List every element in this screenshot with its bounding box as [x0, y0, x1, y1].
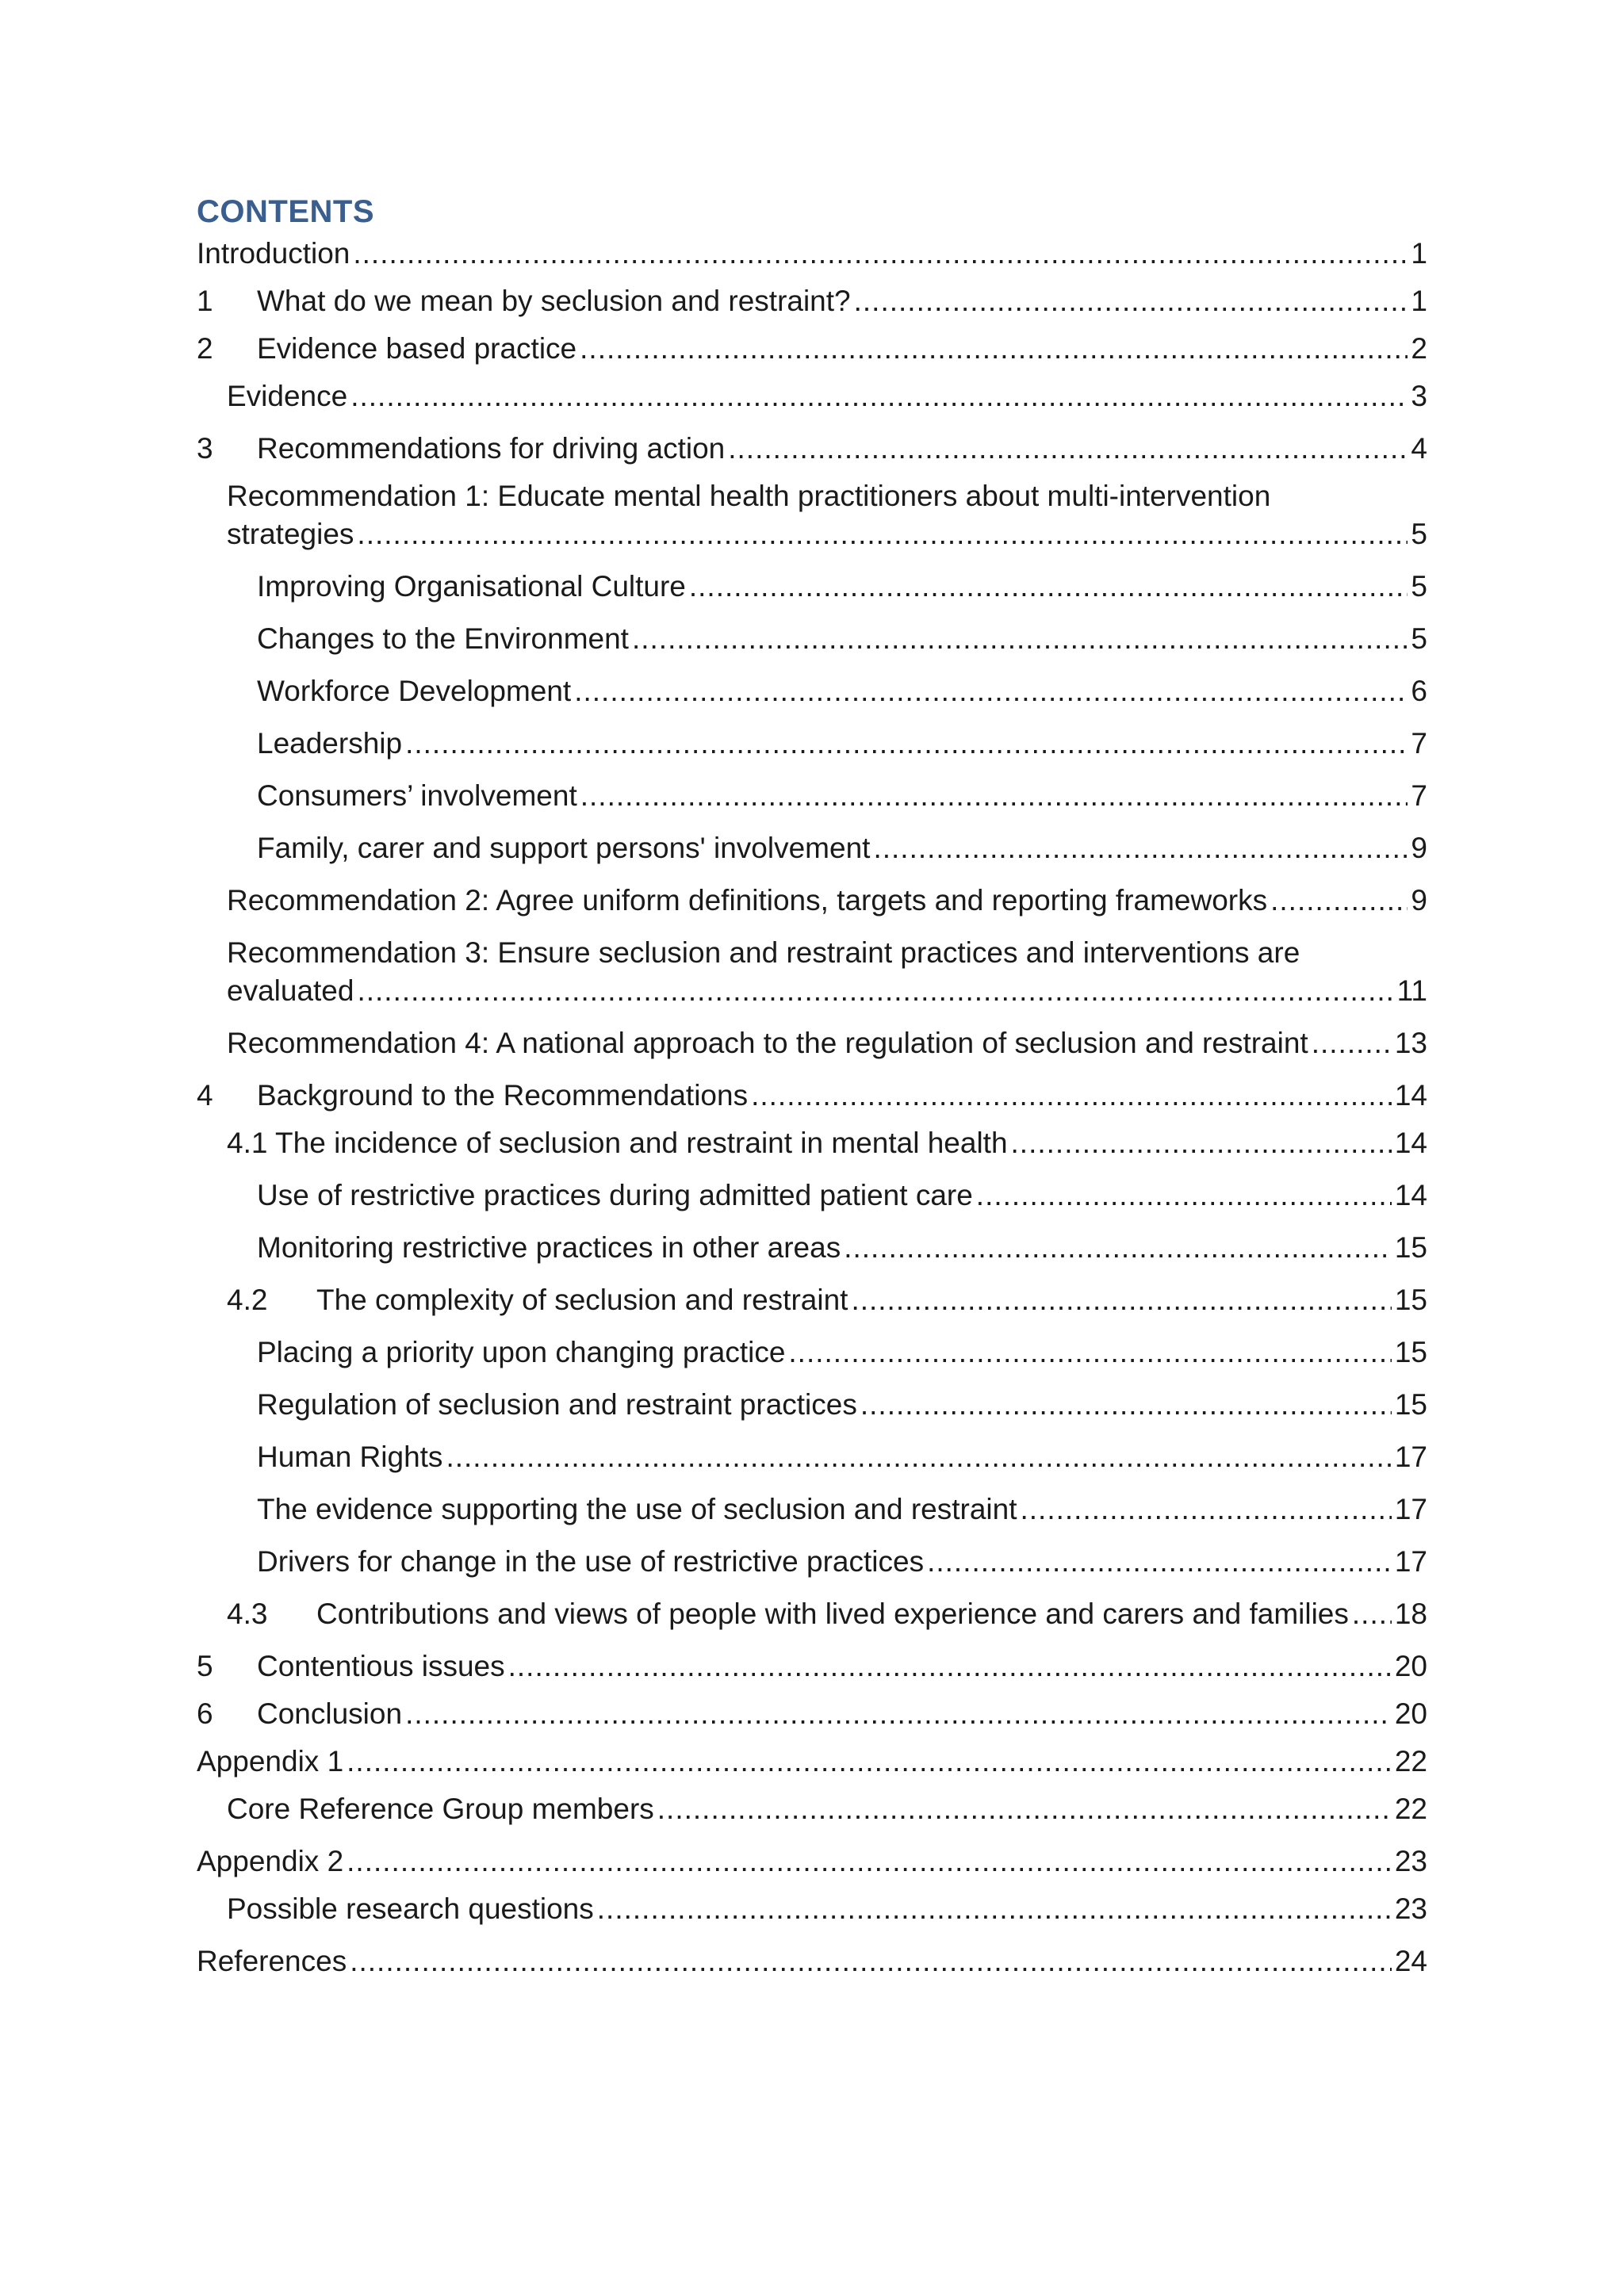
toc-entry-page: 15 [1394, 1284, 1427, 1316]
dot-leader [1270, 882, 1408, 920]
toc-entry-section-6[interactable] [197, 1695, 1427, 1733]
toc-entry-consumers-involvement[interactable] [197, 777, 1427, 815]
dot-leader [1312, 1024, 1392, 1062]
toc-entry-page: 18 [1394, 1598, 1427, 1630]
table-of-contents [197, 190, 1427, 1980]
dot-leader [689, 568, 1408, 606]
toc-entry-page: 15 [1394, 1388, 1427, 1421]
toc-entry-page: 6 [1411, 675, 1427, 707]
toc-entry-label: Drivers for change in the use of restrictive practices [257, 1545, 925, 1578]
toc-entry-page: 15 [1394, 1231, 1427, 1264]
toc-entry-label: Evidence [227, 380, 348, 412]
toc-entry-section-3[interactable] [197, 430, 1427, 468]
toc-entry-introduction[interactable] [197, 235, 1427, 273]
toc-entry-number: 4.2 [227, 1284, 268, 1316]
toc-entry-evidence[interactable] [197, 377, 1427, 415]
toc-entry-drivers-for-change[interactable] [197, 1543, 1427, 1581]
toc-entry-number: 6 [197, 1697, 213, 1730]
toc-entry-changing-practice[interactable] [197, 1334, 1427, 1372]
toc-entry-page: 7 [1411, 779, 1427, 812]
dot-leader [405, 1695, 1392, 1733]
toc-entry-section-4-1[interactable] [197, 1124, 1427, 1162]
toc-entry-page: 5 [1411, 570, 1427, 603]
toc-entry-page: 14 [1394, 1127, 1427, 1159]
toc-entry-label: Appendix 2 [197, 1845, 344, 1877]
toc-entry-number: 5 [197, 1650, 213, 1682]
toc-entry-page: 5 [1411, 622, 1427, 655]
dot-leader [844, 1229, 1392, 1267]
toc-entry-label: Recommendation 4: A national approach to the regulation of seclusion and restraint [227, 1027, 1308, 1059]
toc-entry-section-4[interactable] [197, 1077, 1427, 1115]
dot-leader [851, 1281, 1391, 1319]
toc-entry-label: strategies [227, 518, 354, 550]
toc-entry-label: Conclusion [257, 1697, 403, 1730]
toc-entry-label: Monitoring restrictive practices in other areas [257, 1231, 841, 1264]
toc-entry-admitted-patient-care[interactable] [197, 1177, 1427, 1215]
dot-leader [873, 829, 1408, 867]
toc-entry-number: 2 [197, 332, 213, 365]
toc-entry-page: 1 [1411, 285, 1427, 317]
dot-leader [1020, 1490, 1391, 1529]
dot-leader [1352, 1595, 1392, 1633]
dot-leader [580, 330, 1408, 368]
dot-leader [347, 1743, 1392, 1781]
toc-entry-research-questions[interactable] [197, 1890, 1427, 1928]
dot-leader [860, 1386, 1392, 1424]
dot-leader [788, 1334, 1391, 1372]
dot-leader [353, 235, 1408, 273]
toc-entry-label: Recommendation 2: Agree uniform definitions, targets and reporting frameworks [227, 884, 1268, 916]
toc-entry-label: The evidence supporting the use of seclusion and restraint [257, 1493, 1017, 1525]
toc-entry-page: 15 [1394, 1336, 1427, 1368]
dot-leader [751, 1077, 1392, 1115]
dot-leader [580, 777, 1408, 815]
toc-entry-label: Evidence based practice [257, 332, 577, 365]
toc-entry-label: Contributions and views of people with lived experience and carers and families [316, 1598, 1349, 1630]
toc-entry-page: 23 [1394, 1845, 1427, 1877]
toc-entry-label: Contentious issues [257, 1650, 505, 1682]
dot-leader [632, 620, 1408, 658]
toc-entry-recommendation-3[interactable] [197, 934, 1427, 1010]
dot-leader [350, 377, 1408, 415]
toc-entry-section-4-2[interactable] [197, 1281, 1427, 1319]
toc-entry-page: 23 [1394, 1892, 1427, 1925]
toc-entry-core-reference-group[interactable] [197, 1790, 1427, 1828]
toc-entry-page: 22 [1394, 1793, 1427, 1825]
toc-entry-label: evaluated [227, 974, 354, 1007]
toc-entry-label: Workforce Development [257, 675, 572, 707]
dot-leader [574, 672, 1408, 710]
toc-entry-recommendation-4[interactable] [197, 1024, 1427, 1062]
toc-entry-label: Use of restrictive practices during admitted patient care [257, 1179, 973, 1211]
dot-leader [347, 1843, 1392, 1881]
toc-entry-recommendation-2[interactable] [197, 882, 1427, 920]
toc-entry-label: What do we mean by seclusion and restraint? [257, 285, 851, 317]
toc-entry-page: 22 [1394, 1745, 1427, 1777]
toc-entry-page: 13 [1394, 1027, 1427, 1059]
dot-leader [597, 1890, 1392, 1928]
toc-entry-page: 7 [1411, 727, 1427, 760]
toc-entry-label: Background to the Recommendations [257, 1079, 749, 1112]
toc-entry-label: Leadership [257, 727, 403, 760]
toc-entry-section-5[interactable] [197, 1647, 1427, 1686]
toc-entry-label: Human Rights [257, 1441, 443, 1473]
toc-entry-page: 5 [1411, 518, 1427, 550]
dot-leader [854, 282, 1408, 320]
toc-entry-page: 1 [1411, 237, 1427, 270]
toc-entry-label-line1: Recommendation 1: Educate mental health practitioners about multi-intervention [227, 480, 1271, 512]
toc-entry-appendix-1[interactable] [197, 1743, 1427, 1781]
toc-entry-label: Family, carer and support persons' involvement [257, 832, 871, 864]
toc-entry-appendix-2[interactable] [197, 1843, 1427, 1881]
toc-entry-page: 20 [1394, 1697, 1427, 1730]
toc-entry-label: Core Reference Group members [227, 1793, 654, 1825]
dot-leader [350, 1942, 1392, 1980]
toc-entry-page: 20 [1394, 1650, 1427, 1682]
toc-entry-page: 14 [1394, 1179, 1427, 1211]
toc-entry-label: Possible research questions [227, 1892, 594, 1925]
toc-entry-section-1[interactable] [197, 282, 1427, 320]
toc-entry-label: References [197, 1945, 347, 1977]
toc-entry-label: The complexity of seclusion and restraint [316, 1284, 848, 1316]
toc-entry-page: 11 [1396, 974, 1427, 1007]
toc-entry-leadership[interactable] [197, 725, 1427, 763]
toc-entry-number: 1 [197, 285, 213, 317]
toc-entry-label: Improving Organisational Culture [257, 570, 686, 603]
toc-entry-section-4-3[interactable] [197, 1595, 1427, 1633]
dot-leader [927, 1543, 1392, 1581]
toc-entry-label-line1: Recommendation 3: Ensure seclusion and restraint practices and interventions are [227, 936, 1300, 969]
toc-entry-page: 9 [1411, 832, 1427, 864]
toc-entry-regulation[interactable] [197, 1386, 1427, 1424]
dot-leader [446, 1438, 1391, 1476]
toc-entry-label: Introduction [197, 237, 350, 270]
toc-entry-page: 14 [1394, 1079, 1427, 1112]
toc-entry-page: 17 [1394, 1441, 1427, 1473]
dot-leader [657, 1790, 1392, 1828]
toc-entry-label: Changes to the Environment [257, 622, 629, 655]
toc-entry-page: 9 [1411, 884, 1427, 916]
toc-entry-label: Regulation of seclusion and restraint practices [257, 1388, 857, 1421]
toc-entry-environment[interactable] [197, 620, 1427, 658]
dot-leader [728, 430, 1408, 468]
dot-leader [508, 1647, 1392, 1686]
toc-entry-page: 17 [1394, 1493, 1427, 1525]
dot-leader [357, 972, 1393, 1010]
toc-entry-workforce-development[interactable] [197, 672, 1427, 710]
toc-entry-recommendation-1[interactable] [197, 477, 1427, 553]
toc-entry-label: Recommendations for driving action [257, 432, 726, 465]
toc-entry-evidence-supporting[interactable] [197, 1490, 1427, 1529]
dot-leader [405, 725, 1408, 763]
toc-entry-references[interactable] [197, 1942, 1427, 1980]
toc-entry-number: 4 [197, 1079, 213, 1112]
dot-leader [357, 515, 1408, 553]
toc-entry-label: 4.1 The incidence of seclusion and restraint in mental health [227, 1127, 1008, 1159]
toc-entry-page: 24 [1394, 1945, 1427, 1977]
contents-heading: CONTENTS [197, 194, 374, 229]
dot-leader [1011, 1124, 1392, 1162]
toc-entry-number: 4.3 [227, 1598, 268, 1630]
dot-leader [976, 1177, 1392, 1215]
toc-entry-number: 3 [197, 432, 213, 465]
toc-entry-monitoring-practices[interactable] [197, 1229, 1427, 1267]
toc-entry-page: 2 [1411, 332, 1427, 365]
toc-entry-human-rights[interactable] [197, 1438, 1427, 1476]
toc-entry-label: Consumers’ involvement [257, 779, 577, 812]
toc-entry-label: Placing a priority upon changing practice [257, 1336, 786, 1368]
toc-entry-family-involvement[interactable] [197, 829, 1427, 867]
toc-entry-page: 17 [1394, 1545, 1427, 1578]
toc-entry-section-2[interactable] [197, 330, 1427, 368]
toc-entry-organisational-culture[interactable] [197, 568, 1427, 606]
toc-entry-label: Appendix 1 [197, 1745, 344, 1777]
toc-entry-page: 4 [1411, 432, 1427, 465]
toc-entry-page: 3 [1411, 380, 1427, 412]
